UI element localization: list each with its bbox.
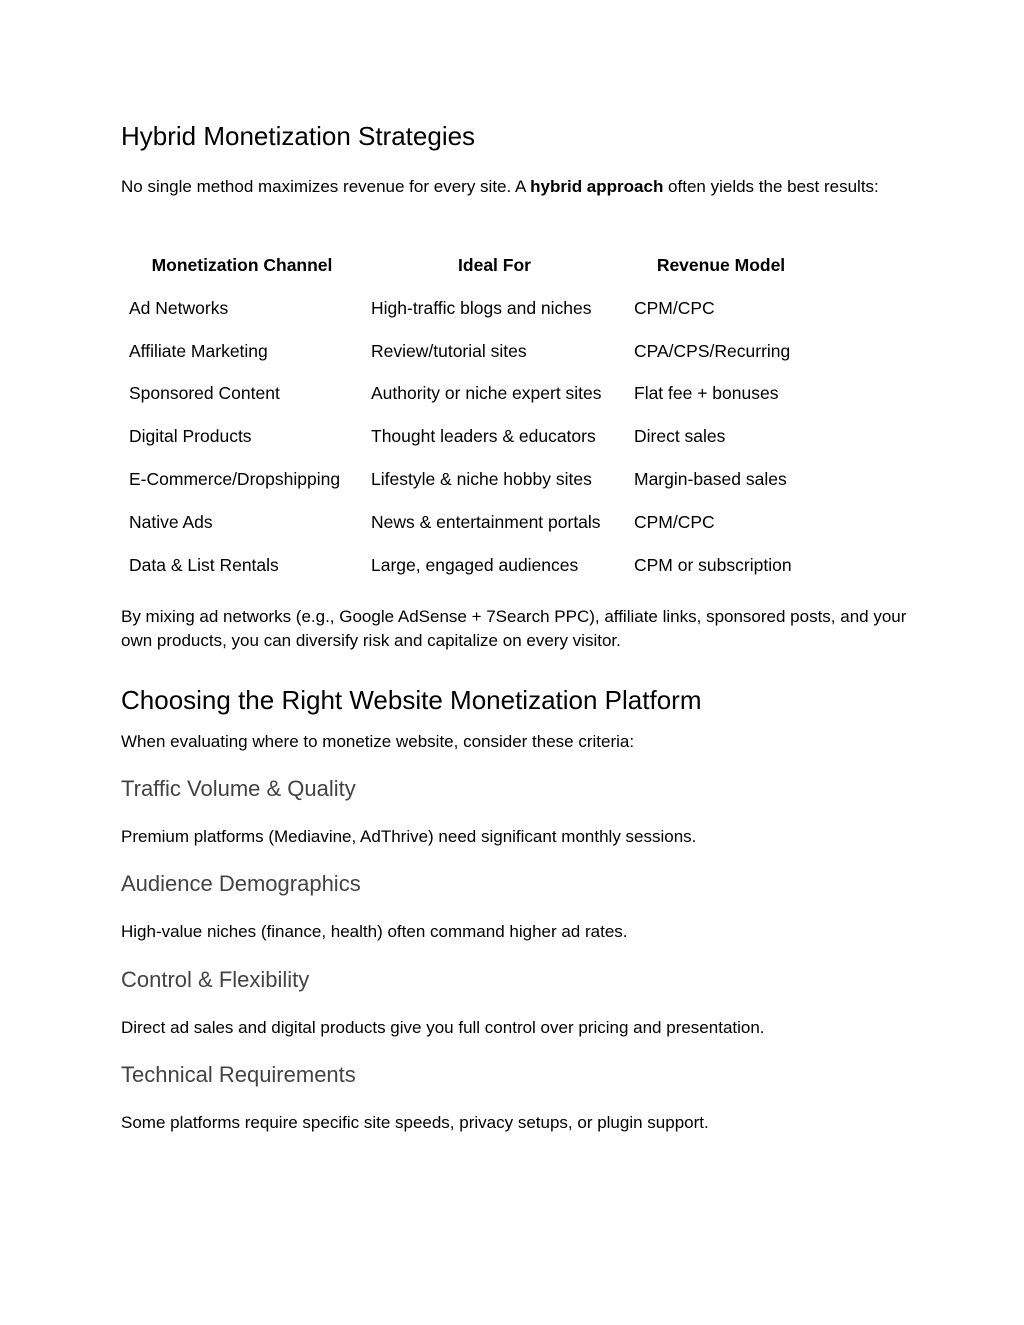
table-cell: CPA/CPS/Recurring	[634, 340, 791, 361]
table-cell: Native Ads	[129, 511, 213, 532]
hybrid-outro-paragraph: By mixing ad networks (e.g., Google AdSense + 7Search PPC), affiliate links, sponsored posts, and your own products, you can diversify risk and capitalize on every visitor.	[121, 607, 907, 650]
table-row	[121, 501, 816, 544]
table-cell: CPM or subscription	[634, 554, 792, 575]
table-row	[121, 415, 816, 458]
criteria-text-control: Direct ad sales and digital products give you full control over pricing and presentation.	[121, 1018, 765, 1037]
table-cell: Data & List Rentals	[129, 554, 279, 575]
table-cell: Digital Products	[129, 426, 252, 447]
table-cell: Review/tutorial sites	[371, 340, 527, 361]
intro-text-bold: hybrid approach	[530, 177, 664, 196]
section-title-choosing-platform: Choosing the Right Website Monetization Platform	[121, 685, 702, 715]
hybrid-intro-paragraph	[121, 175, 911, 199]
table-row	[121, 287, 816, 330]
table-cell: CPM/CPC	[634, 511, 715, 532]
criteria-heading-technical: Technical Requirements	[121, 1062, 356, 1087]
table-row	[121, 544, 816, 587]
criteria-text-demographics: High-value niches (finance, health) often command higher ad rates.	[121, 922, 628, 941]
table-cell: Authority or niche expert sites	[371, 383, 602, 404]
table-cell: Thought leaders & educators	[371, 426, 596, 447]
table-cell: E-Commerce/Dropshipping	[129, 469, 341, 490]
column-header: Monetization Channel	[151, 254, 333, 275]
table-cell: Flat fee + bonuses	[634, 383, 779, 404]
table-cell: Direct sales	[634, 426, 726, 447]
criteria-heading-traffic: Traffic Volume & Quality	[121, 776, 356, 801]
table-cell: Lifestyle & niche hobby sites	[371, 469, 592, 490]
table-cell: Affiliate Marketing	[129, 340, 268, 361]
table-row	[121, 330, 816, 373]
table-cell: High-traffic blogs and niches	[371, 297, 592, 318]
choosing-intro-paragraph: When evaluating where to monetize website, consider these criteria:	[121, 732, 635, 751]
criteria-heading-demographics: Audience Demographics	[121, 871, 361, 896]
criteria-text-traffic: Premium platforms (Mediavine, AdThrive) need significant monthly sessions.	[121, 827, 697, 846]
intro-text-after: often yields the best results:	[663, 177, 879, 196]
intro-text-before: No single method maximizes revenue for every site. A	[121, 177, 531, 196]
column-header: Revenue Model	[656, 254, 786, 275]
criteria-heading-control: Control & Flexibility	[121, 967, 310, 992]
table-cell: Ad Networks	[129, 297, 229, 318]
table-cell: Large, engaged audiences	[371, 554, 579, 575]
section-title-hybrid: Hybrid Monetization Strategies	[121, 121, 476, 151]
table-row	[121, 458, 816, 501]
table-cell: Margin-based sales	[634, 469, 787, 490]
table-cell: News & entertainment portals	[371, 511, 601, 532]
criteria-text-technical: Some platforms require specific site speeds, privacy setups, or plugin support.	[121, 1113, 709, 1132]
column-header: Ideal For	[458, 254, 531, 275]
table-header-row	[121, 243, 816, 287]
table-row	[121, 373, 816, 416]
table-cell: CPM/CPC	[634, 297, 715, 318]
table-cell: Sponsored Content	[129, 383, 280, 404]
monetization-table	[121, 243, 816, 587]
